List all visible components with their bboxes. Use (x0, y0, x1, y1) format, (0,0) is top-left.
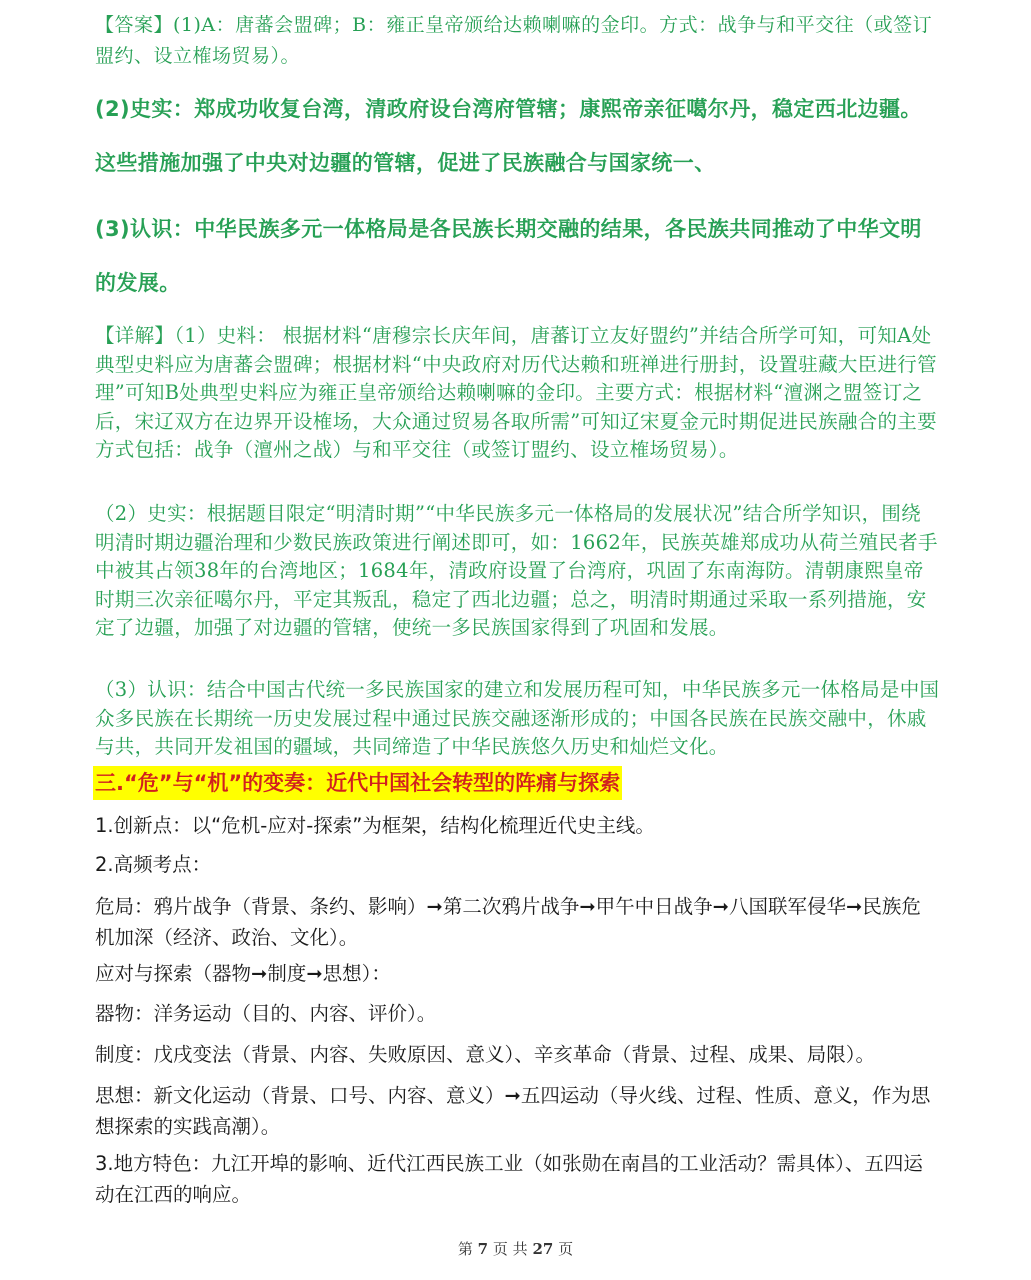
detail-paragraph-2: （2）史实：根据题目限定“明清时期”“中华民族多元一体格局的发展状况”结合所学知识，围绕明清时期边疆治理和少数民族政策进行阐述即可，如：1662年，民族英雄郑成功从荷兰殖民者手中被其占领38年的台湾地区；1684年，清政府设置了台湾府，巩固了东南海防。清朝康熙皇帝时期三次亲征噶尔丹，平定其叛乱，稳定了西北边疆；总之，明清时期通过采取一系列措施，安定了边疆，加强了对边疆的管辖，使统一多民族国家得到了巩固和发展。 (95, 502, 938, 639)
instrument-line: 器物：洋务运动（目的、内容、评价）。 (95, 1002, 437, 1025)
thought-line: 思想：新文化运动（背景、口号、内容、意义）➞五四运动（导火线、过程、性质、意义，作为思想探索的实践高潮）。 (95, 1084, 931, 1138)
detail-paragraph-3: （3）认识：结合中国古代统一多民族国家的建立和发展历程可知，中华民族多元一体格局是中国众多民族在长期统一历史发展过程中通过民族交融逐渐形成的；中国各民族在民族交融中，休戚与共，共同开发祖国的疆域，共同缔造了中华民族悠久历史和灿烂文化。 (95, 678, 940, 758)
footer-suffix: 页 (558, 1240, 574, 1258)
innovation-point: 1.创新点：以“危机-应对-探索”为框架，结构化梳理近代史主线。 (95, 814, 655, 837)
system-line: 制度：戊戌变法（背景、内容、失败原因、意义）、辛亥革命（背景、过程、成果、局限）。 (95, 1043, 876, 1066)
detail-paragraph-1: 【详解】（1）史料： 根据材料“唐穆宗长庆年间，唐蕃订立友好盟约”并结合所学可知，可知A处典型史料应为唐蕃会盟碑；根据材料“中央政府对历代达赖和班禅进行册封，设置驻藏大臣进行管理”可知B处典型史料应为雍正皇帝颁给达赖喇嘛的金印。主要方式：根据材料“澶渊之盟签订之后，宋辽双方在边界开设榷场，大众通过贸易各取所需”可知辽宋夏金元时期促进民族融合的主要方式包括：战争（澶州之战）与和平交往（或签订盟约、设立榷场贸易）。 (95, 324, 937, 461)
crisis-line: 危局：鸦片战争（背景、条约、影响）➞第二次鸦片战争➞甲午中日战争➞八国联军侵华➞民族危机加深（经济、政治、文化）。 (95, 895, 921, 949)
page-total: 27 (532, 1240, 554, 1258)
high-frequency-title: 2.高频考点： (95, 853, 212, 876)
page-number: 7 (477, 1240, 489, 1258)
page-footer (0, 1238, 1031, 1259)
footer-mid: 页 共 (492, 1240, 528, 1258)
response-line: 应对与探索（器物➞制度➞思想）： (95, 962, 391, 985)
footer-prefix: 第 (457, 1240, 473, 1258)
answer-part-1: 【答案】(1)A：唐蕃会盟碑；B：雍正皇帝颁给达赖喇嘛的金印。方式：战争与和平交往（或签订盟约、设立榷场贸易）。 (95, 14, 933, 67)
local-feature-line: 3.地方特色：九江开埠的影响、近代江西民族工业（如张勋在南昌的工业活动？需具体）、五四运动在江西的响应。 (95, 1152, 923, 1206)
answer-part-3: (3)认识：中华民族多元一体格局是各民族长期交融的结果，各民族共同推动了中华文明的发展。 (95, 217, 922, 295)
section-heading: 三.“危”与“机”的变奏：近代中国社会转型的阵痛与探索 (93, 766, 622, 800)
answer-part-2: (2)史实：郑成功收复台湾，清政府设台湾府管辖；康熙帝亲征噶尔丹，稳定西北边疆。这些措施加强了中央对边疆的管辖，促进了民族融合与国家统一、 (95, 97, 922, 175)
